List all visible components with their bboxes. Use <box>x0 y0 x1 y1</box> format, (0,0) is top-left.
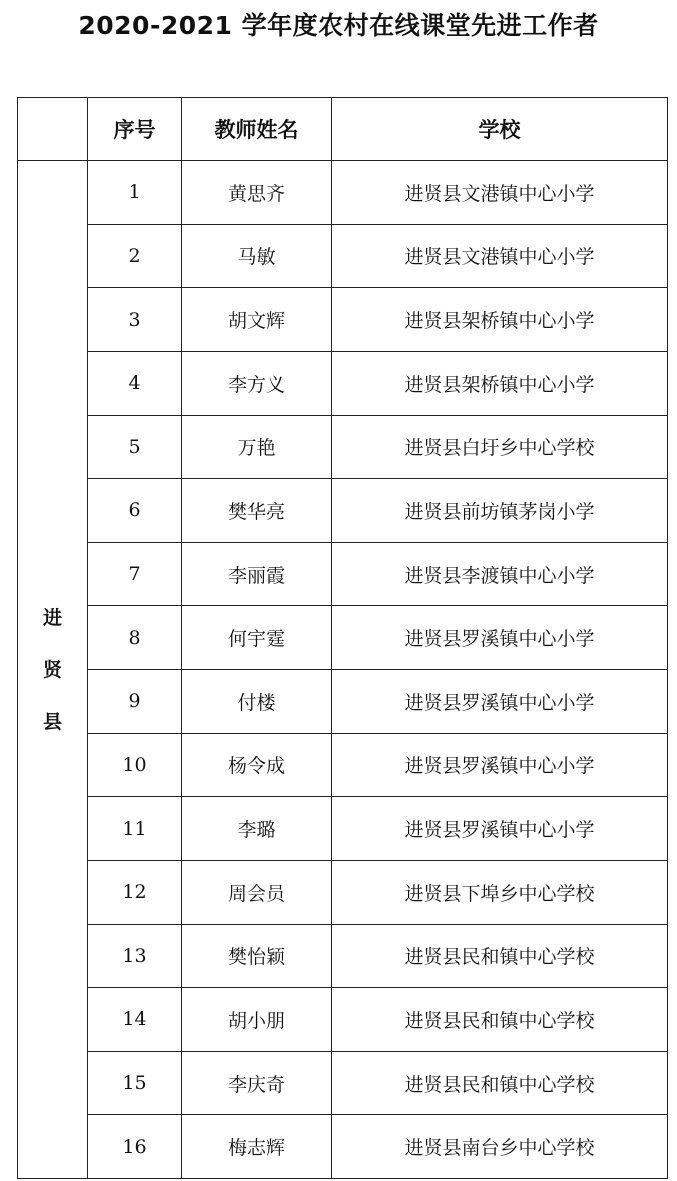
serial-number-cell: 16 <box>88 1115 182 1179</box>
serial-number-cell: 2 <box>88 224 182 288</box>
table-row <box>18 542 668 606</box>
header-school: 学校 <box>332 98 668 161</box>
teacher-name-cell: 樊华亮 <box>182 479 332 543</box>
school-cell: 进贤县罗溪镇中心小学 <box>332 606 668 670</box>
school-cell: 进贤县民和镇中心学校 <box>332 1051 668 1115</box>
header-region <box>18 98 88 161</box>
school-cell: 进贤县李渡镇中心小学 <box>332 542 668 606</box>
teacher-name-cell: 付楼 <box>182 670 332 734</box>
serial-number-cell: 1 <box>88 161 182 225</box>
teacher-name-cell: 李庆奇 <box>182 1051 332 1115</box>
table-row <box>18 1051 668 1115</box>
teacher-name-cell: 樊怡颖 <box>182 924 332 988</box>
table-header-row <box>18 98 668 161</box>
school-cell: 进贤县罗溪镇中心小学 <box>332 797 668 861</box>
school-cell: 进贤县架桥镇中心小学 <box>332 288 668 352</box>
teacher-name-cell: 何宇霆 <box>182 606 332 670</box>
school-cell: 进贤县文港镇中心小学 <box>332 161 668 225</box>
serial-number-cell: 4 <box>88 351 182 415</box>
teacher-name-cell: 万艳 <box>182 415 332 479</box>
teacher-name-cell: 黄思齐 <box>182 161 332 225</box>
table-row <box>18 224 668 288</box>
teacher-name-cell: 李方义 <box>182 351 332 415</box>
teacher-name-cell: 李璐 <box>182 797 332 861</box>
school-cell: 进贤县民和镇中心学校 <box>332 924 668 988</box>
school-cell: 进贤县前坊镇茅岗小学 <box>332 479 668 543</box>
school-cell: 进贤县南台乡中心学校 <box>332 1115 668 1179</box>
table-body <box>18 161 668 1179</box>
header-serial-number: 序号 <box>88 98 182 161</box>
table-row <box>18 351 668 415</box>
header-teacher-name: 教师姓名 <box>182 98 332 161</box>
table-row <box>18 479 668 543</box>
serial-number-cell: 6 <box>88 479 182 543</box>
serial-number-cell: 7 <box>88 542 182 606</box>
teacher-name-cell: 梅志辉 <box>182 1115 332 1179</box>
table-row <box>18 415 668 479</box>
serial-number-cell: 9 <box>88 670 182 734</box>
school-cell: 进贤县罗溪镇中心小学 <box>332 670 668 734</box>
school-cell: 进贤县罗溪镇中心小学 <box>332 733 668 797</box>
teacher-name-cell: 杨令成 <box>182 733 332 797</box>
serial-number-cell: 3 <box>88 288 182 352</box>
table-row <box>18 606 668 670</box>
table-row <box>18 161 668 225</box>
table-row <box>18 288 668 352</box>
serial-number-cell: 11 <box>88 797 182 861</box>
serial-number-cell: 15 <box>88 1051 182 1115</box>
serial-number-cell: 12 <box>88 860 182 924</box>
page-title: 2020-2021 学年度农村在线课堂先进工作者 <box>78 11 599 40</box>
teacher-name-cell: 胡文辉 <box>182 288 332 352</box>
table-row <box>18 860 668 924</box>
table-row <box>18 670 668 734</box>
county-label: 进贤县 <box>42 606 62 733</box>
awards-table <box>17 97 668 1179</box>
teacher-name-cell: 马敏 <box>182 224 332 288</box>
serial-number-cell: 5 <box>88 415 182 479</box>
school-cell: 进贤县下埠乡中心学校 <box>332 860 668 924</box>
school-cell: 进贤县架桥镇中心小学 <box>332 351 668 415</box>
table-row <box>18 924 668 988</box>
teacher-name-cell: 李丽霞 <box>182 542 332 606</box>
serial-number-cell: 10 <box>88 733 182 797</box>
school-cell: 进贤县白圩乡中心学校 <box>332 415 668 479</box>
table-row <box>18 1115 668 1179</box>
teacher-name-cell: 周会员 <box>182 860 332 924</box>
serial-number-cell: 8 <box>88 606 182 670</box>
table-row <box>18 797 668 861</box>
table-row <box>18 988 668 1052</box>
table-row <box>18 733 668 797</box>
county-cell <box>18 161 88 1179</box>
serial-number-cell: 13 <box>88 924 182 988</box>
school-cell: 进贤县民和镇中心学校 <box>332 988 668 1052</box>
school-cell: 进贤县文港镇中心小学 <box>332 224 668 288</box>
teacher-name-cell: 胡小朋 <box>182 988 332 1052</box>
serial-number-cell: 14 <box>88 988 182 1052</box>
